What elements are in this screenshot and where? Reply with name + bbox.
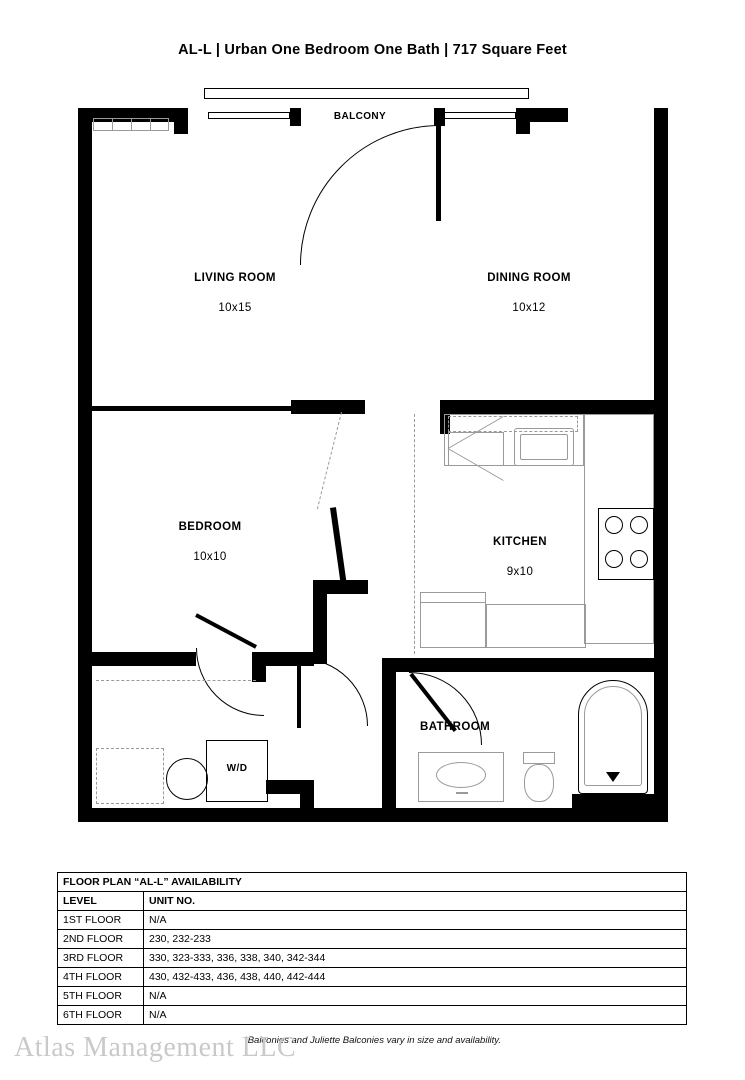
closet-dashed-left <box>96 748 164 804</box>
window-mullion-1 <box>112 118 113 131</box>
table-row <box>58 929 686 948</box>
hall-door-leaf <box>297 660 301 728</box>
wall-bedroom-top-thin <box>92 406 291 411</box>
burner-3 <box>605 550 623 568</box>
room-label-washer-dryer: W/D <box>226 763 248 774</box>
kitchen-name: KITCHEN <box>493 536 547 548</box>
wall-bedroom-top-thick <box>291 400 365 414</box>
row-level: 2ND FLOOR <box>58 930 144 948</box>
room-label-dining-room <box>434 256 624 316</box>
cooktop <box>448 432 504 466</box>
header-level: LEVEL <box>58 892 144 910</box>
table-row <box>58 967 686 986</box>
bedroom-door-leaf <box>330 507 347 585</box>
plan-description: Urban One Bedroom One Bath <box>224 42 440 58</box>
wall-bathroom-tub-edge <box>572 794 654 808</box>
row-units: 230, 232-233 <box>149 933 211 945</box>
bathroom-sink <box>436 762 486 788</box>
burner-4 <box>630 550 648 568</box>
row-units: N/A <box>149 990 167 1002</box>
bathroom-name: BATHROOM <box>420 721 491 733</box>
wall-top-left-stub <box>174 108 188 134</box>
row-units: N/A <box>149 1009 167 1021</box>
header-unit-no: UNIT NO. <box>149 895 196 907</box>
wall-exterior-bottom <box>78 808 668 822</box>
kitchen-sink-basin <box>520 434 568 460</box>
room-label-kitchen <box>440 520 600 580</box>
room-label-living-room <box>140 256 330 316</box>
plan-code: AL-L <box>178 42 212 58</box>
burner-1 <box>605 516 623 534</box>
wall-kitchen-top <box>440 400 654 414</box>
wall-bathroom-top <box>396 658 654 672</box>
bedroom-dims: 10x10 <box>193 551 227 563</box>
closet-shelf <box>96 680 256 681</box>
plan-area: 717 Square Feet <box>452 42 567 58</box>
bathtub-drain <box>606 772 620 782</box>
bedroom-closet-door-leaf <box>195 613 257 648</box>
kitchen-floor-dash-left <box>414 414 415 654</box>
dining-room-name: DINING ROOM <box>487 272 571 284</box>
window-mullion-3 <box>150 118 151 131</box>
balcony-slab <box>204 88 529 99</box>
title-separator-2: | <box>444 42 449 58</box>
availability-caption: FLOOR PLAN “AL-L” AVAILABILITY <box>63 876 242 888</box>
availability-table <box>57 872 687 1025</box>
room-label-balcony: BALCONY <box>333 111 387 122</box>
refrigerator <box>420 592 486 648</box>
wall-top-right-stub <box>516 108 530 134</box>
wall-exterior-left <box>78 108 92 822</box>
room-label-bedroom <box>115 505 305 565</box>
wall-bedroom-right-lower <box>313 580 368 594</box>
row-units: 430, 432-433, 436, 438, 440, 442-444 <box>149 971 326 983</box>
table-row <box>58 986 686 1005</box>
table-header-row <box>58 891 686 910</box>
balcony-door-right <box>444 112 516 119</box>
row-level: 5TH FLOOR <box>58 987 144 1005</box>
table-row <box>58 1005 686 1024</box>
living-room-name: LIVING ROOM <box>194 272 276 284</box>
window-mullion-2 <box>131 118 132 131</box>
watermark: Atlas Management LLC <box>14 1032 297 1063</box>
dining-room-dims: 10x12 <box>512 302 546 314</box>
row-units: N/A <box>149 914 167 926</box>
refrigerator-top-line <box>420 602 486 603</box>
row-level: 3RD FLOOR <box>58 949 144 967</box>
floor-plan-drawing <box>0 80 745 840</box>
title-separator-1: | <box>215 42 221 58</box>
bedroom-name: BEDROOM <box>178 521 242 533</box>
wall-exterior-right-lower <box>654 408 668 822</box>
kitchen-dims: 9x10 <box>506 566 534 578</box>
row-level: 4TH FLOOR <box>58 968 144 986</box>
table-row <box>58 910 686 929</box>
row-level: 6TH FLOOR <box>58 1006 144 1024</box>
burner-2 <box>630 516 648 534</box>
wall-bathroom-left <box>382 658 396 822</box>
kitchen-peninsula <box>486 604 586 648</box>
balcony-door-leaf <box>436 125 441 221</box>
bathroom-faucet <box>456 792 468 794</box>
row-level: 1ST FLOOR <box>58 911 144 929</box>
balcony-door-left <box>208 112 290 119</box>
bathtub-inner <box>584 686 642 786</box>
table-row <box>58 948 686 967</box>
row-units: 330, 323-333, 336, 338, 340, 342-344 <box>149 952 326 964</box>
page-title <box>0 42 745 58</box>
toilet-tank <box>523 752 555 764</box>
bedroom-door-swing <box>317 412 342 509</box>
wall-bedroom-bottom <box>92 652 196 666</box>
wall-exterior-right-upper <box>654 108 668 408</box>
living-room-dims: 10x15 <box>218 302 252 314</box>
toilet-bowl <box>524 764 554 802</box>
footnote-text: *Balconies and Juliette Balconies vary in size and availability. <box>244 1035 501 1046</box>
closet-circle-fixture <box>166 758 208 800</box>
wall-laundry-right-vert <box>300 780 314 822</box>
